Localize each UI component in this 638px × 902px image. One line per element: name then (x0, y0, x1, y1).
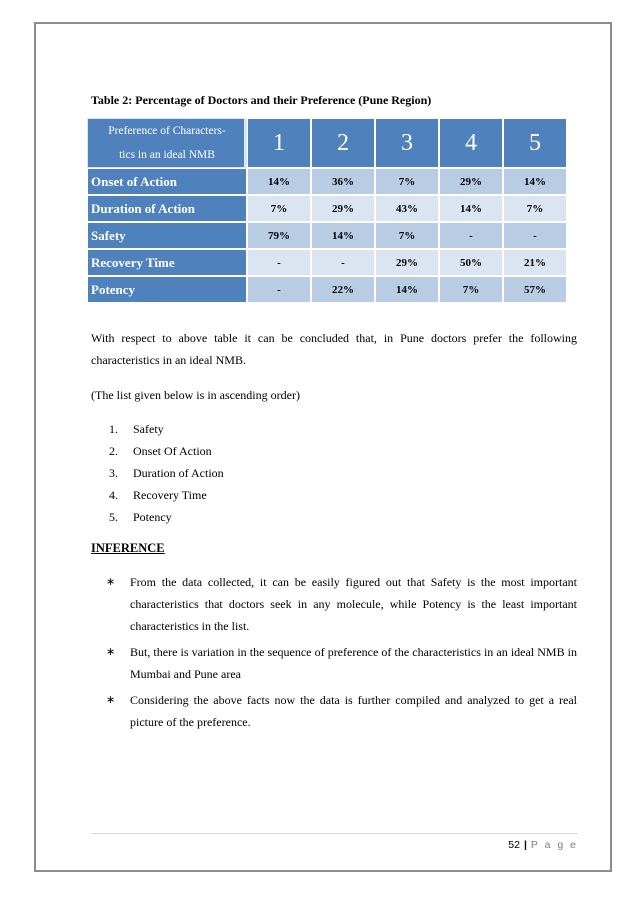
list-number: 2. (109, 444, 118, 458)
row-label: Recovery Time (88, 250, 246, 275)
table-row (88, 196, 566, 221)
list-item (91, 440, 224, 462)
row-label: Potency (88, 277, 246, 302)
footer-divider (91, 833, 578, 834)
asterisk-bullet-icon: ∗ (106, 646, 116, 658)
table-cell: 43% (376, 196, 438, 221)
table-header-row (88, 119, 566, 167)
table-cell: 29% (312, 196, 374, 221)
inference-heading: INFERENCE (91, 541, 165, 555)
preference-list (91, 418, 224, 528)
table-row (88, 250, 566, 275)
header-label-line2: tics in an ideal NMB (119, 149, 215, 161)
bullet-item (106, 689, 577, 733)
header-col-2: 2 (312, 119, 374, 167)
order-note: (The list given below is in ascending order) (91, 388, 300, 402)
table-row (88, 169, 566, 194)
bullet-text: Considering the above facts now the data is further compiled and analyzed to get a real picture of the preference. (130, 693, 577, 729)
table-cell: 14% (440, 196, 502, 221)
table-cell: - (248, 250, 310, 275)
list-item (91, 484, 224, 506)
list-number: 1. (109, 422, 118, 436)
header-col-3: 3 (376, 119, 438, 167)
table-cell: 14% (312, 223, 374, 248)
inference-bullets (106, 571, 577, 737)
list-text: Onset Of Action (133, 444, 212, 458)
list-text: Recovery Time (133, 488, 207, 502)
bullet-item (106, 641, 577, 685)
list-number: 3. (109, 466, 118, 480)
list-text: Potency (133, 510, 172, 524)
header-col-4: 4 (440, 119, 502, 167)
page-footer (508, 839, 578, 851)
footer-separator: | (523, 839, 527, 851)
list-item (91, 418, 224, 440)
table-caption: Table 2: Percentage of Doctors and their Preference (Pune Region) (91, 93, 432, 107)
table-cell: - (440, 223, 502, 248)
row-label: Onset of Action (88, 169, 246, 194)
list-number: 4. (109, 488, 118, 502)
table-cell: 14% (504, 169, 566, 194)
conclusion-paragraph: With respect to above table it can be concluded that, in Pune doctors prefer the following characteristics in an ideal NMB. (91, 331, 577, 367)
bullet-item (106, 571, 577, 637)
list-item (91, 506, 224, 528)
table-cell: 79% (248, 223, 310, 248)
table-cell: 7% (376, 169, 438, 194)
table-cell: - (312, 250, 374, 275)
list-text: Safety (133, 422, 164, 436)
preference-table (86, 117, 568, 304)
asterisk-bullet-icon: ∗ (106, 694, 116, 706)
table-cell: 14% (376, 277, 438, 302)
bullet-text: But, there is variation in the sequence of preference of the characteristics in an ideal NMB in Mumbai and Pune area (130, 645, 577, 681)
header-label-cell (88, 119, 246, 167)
table-cell: 22% (312, 277, 374, 302)
table-cell: 50% (440, 250, 502, 275)
table-cell: 7% (248, 196, 310, 221)
table-cell: 14% (248, 169, 310, 194)
row-label: Safety (88, 223, 246, 248)
list-number: 5. (109, 510, 118, 524)
table-cell: 57% (504, 277, 566, 302)
table-cell: 7% (504, 196, 566, 221)
table-cell: - (504, 223, 566, 248)
table-cell: 7% (440, 277, 502, 302)
list-text: Duration of Action (133, 466, 224, 480)
table-row (88, 223, 566, 248)
header-col-1: 1 (248, 119, 310, 167)
page-number: 52 (508, 839, 520, 851)
table-cell: - (248, 277, 310, 302)
list-item (91, 462, 224, 484)
row-label: Duration of Action (88, 196, 246, 221)
table-cell: 7% (376, 223, 438, 248)
table-cell: 29% (376, 250, 438, 275)
table-row (88, 277, 566, 302)
table-cell: 36% (312, 169, 374, 194)
header-col-5: 5 (504, 119, 566, 167)
header-label-line1: Preference of Characters- (108, 125, 226, 137)
table-cell: 29% (440, 169, 502, 194)
bullet-text: From the data collected, it can be easily figured out that Safety is the most important characteristics that doctors seek in any molecule, while Potency is the least important characteristics in the list. (130, 575, 577, 633)
asterisk-bullet-icon: ∗ (106, 576, 116, 588)
table-cell: 21% (504, 250, 566, 275)
page-word: P a g e (530, 839, 578, 851)
